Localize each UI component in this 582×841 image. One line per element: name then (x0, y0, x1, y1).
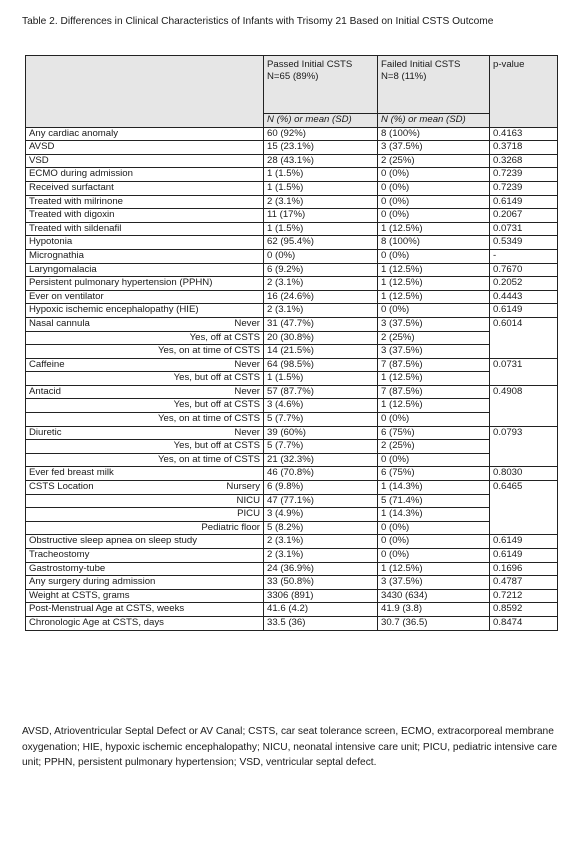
passed-value: 2 (3.1%) (264, 277, 378, 291)
passed-value: 6 (9.8%) (264, 481, 378, 495)
header-blank-cell (26, 56, 264, 128)
failed-value: 0 (0%) (378, 195, 490, 209)
table-row (26, 249, 558, 263)
group-level: PICU (237, 508, 260, 520)
header-row (26, 56, 558, 114)
table-row (26, 222, 558, 236)
passed-value: 1 (1.5%) (264, 168, 378, 182)
p-value: 0.7239 (490, 168, 558, 182)
row-label: Treated with sildenafil (26, 222, 264, 236)
passed-value: 16 (24.6%) (264, 290, 378, 304)
p-value: 0.7670 (490, 263, 558, 277)
passed-value: 5 (8.2%) (264, 521, 378, 535)
failed-value: 0 (0%) (378, 549, 490, 563)
group-level: Pediatric floor (201, 521, 260, 533)
row-label: Any surgery during admission (26, 576, 264, 590)
table-caption: Table 2. Differences in Clinical Characteristics of Infants with Trisomy 21 Based on Initial CSTS Outcome (22, 16, 494, 27)
row-label: Any cardiac anomaly (26, 127, 264, 141)
table-row (26, 345, 558, 359)
row-label (26, 372, 264, 386)
p-value: 0.1696 (490, 562, 558, 576)
failed-value: 0 (0%) (378, 209, 490, 223)
row-label: Weight at CSTS, grams (26, 589, 264, 603)
row-label (26, 413, 264, 427)
table-row (26, 236, 558, 250)
failed-value: 3 (37.5%) (378, 345, 490, 359)
passed-value: 1 (1.5%) (264, 222, 378, 236)
passed-value: 33.5 (36) (264, 616, 378, 630)
table-row (26, 535, 558, 549)
failed-value: 0 (0%) (378, 181, 490, 195)
row-label: Gastrostomy-tube (26, 562, 264, 576)
row-label: Micrognathia (26, 249, 264, 263)
group-level: Yes, on at time of CSTS (157, 413, 260, 425)
failed-value: 8 (100%) (378, 127, 490, 141)
p-value: 0.2052 (490, 277, 558, 291)
row-label (26, 358, 264, 372)
table-row (26, 440, 558, 454)
p-value: 0.0731 (490, 222, 558, 236)
failed-value: 8 (100%) (378, 236, 490, 250)
row-label: AVSD (26, 141, 264, 155)
passed-value: 60 (92%) (264, 127, 378, 141)
failed-value: 2 (25%) (378, 331, 490, 345)
table-row (26, 358, 558, 372)
row-label: Tracheostomy (26, 549, 264, 563)
p-value: 0.4443 (490, 290, 558, 304)
row-label (26, 440, 264, 454)
passed-value: 21 (32.3%) (264, 453, 378, 467)
header-passed (264, 56, 378, 114)
failed-value: 2 (25%) (378, 154, 490, 168)
failed-value: 0 (0%) (378, 249, 490, 263)
p-value: 0.4163 (490, 127, 558, 141)
row-label (26, 426, 264, 440)
group-level: Yes, on at time of CSTS (157, 453, 260, 465)
row-label: Ever fed breast milk (26, 467, 264, 481)
p-value: 0.2067 (490, 209, 558, 223)
p-value: 0.4908 (490, 385, 558, 426)
failed-value: 0 (0%) (378, 453, 490, 467)
failed-value: 1 (14.3%) (378, 508, 490, 522)
table-row (26, 331, 558, 345)
passed-value: 2 (3.1%) (264, 535, 378, 549)
p-value: 0.6465 (490, 481, 558, 535)
p-value: 0.8592 (490, 603, 558, 617)
failed-value: 5 (71.4%) (378, 494, 490, 508)
row-label: Hypoxic ischemic encephalopathy (HIE) (26, 304, 264, 318)
row-label: Obstructive sleep apnea on sleep study (26, 535, 264, 549)
group-level: Yes, but off at CSTS (173, 372, 260, 384)
failed-value: 1 (14.3%) (378, 481, 490, 495)
row-label: Treated with digoxin (26, 209, 264, 223)
passed-value: 1 (1.5%) (264, 372, 378, 386)
table-row (26, 413, 558, 427)
table-row (26, 521, 558, 535)
table-row (26, 603, 558, 617)
passed-value: 46 (70.8%) (264, 467, 378, 481)
table-row (26, 263, 558, 277)
p-value: 0.8030 (490, 467, 558, 481)
table-row (26, 141, 558, 155)
passed-value: 31 (47.7%) (264, 317, 378, 331)
failed-value: 1 (12.5%) (378, 372, 490, 386)
p-value: 0.6149 (490, 549, 558, 563)
failed-value: 0 (0%) (378, 168, 490, 182)
table-row (26, 317, 558, 331)
failed-value: 1 (12.5%) (378, 222, 490, 236)
group-level: Never (234, 317, 260, 329)
table-row (26, 467, 558, 481)
table-row (26, 494, 558, 508)
table-row (26, 616, 558, 630)
group-name: Diuretic (29, 426, 62, 438)
row-label (26, 331, 264, 345)
table-row (26, 426, 558, 440)
failed-value: 3 (37.5%) (378, 141, 490, 155)
group-level: Nursery (226, 481, 260, 493)
group-level: Never (234, 426, 260, 438)
p-value: 0.8474 (490, 616, 558, 630)
passed-value: 62 (95.4%) (264, 236, 378, 250)
table-row (26, 181, 558, 195)
passed-value: 3 (4.9%) (264, 508, 378, 522)
group-name: Nasal cannula (29, 317, 90, 329)
p-value: 0.6149 (490, 195, 558, 209)
passed-value: 24 (36.9%) (264, 562, 378, 576)
failed-value: 1 (12.5%) (378, 277, 490, 291)
p-value: 0.7239 (490, 181, 558, 195)
p-value: 0.6014 (490, 317, 558, 358)
header-failed (378, 56, 490, 114)
passed-value: 39 (60%) (264, 426, 378, 440)
passed-value: 64 (98.5%) (264, 358, 378, 372)
table-row (26, 154, 558, 168)
failed-value: 41.9 (3.8) (378, 603, 490, 617)
clinical-characteristics-table (25, 55, 558, 631)
group-level: Yes, off at CSTS (189, 331, 260, 343)
failed-value: 1 (12.5%) (378, 399, 490, 413)
passed-value: 11 (17%) (264, 209, 378, 223)
group-level: NICU (236, 494, 260, 506)
table-row (26, 399, 558, 413)
header-failed-line1: Failed Initial CSTS (381, 59, 461, 70)
p-value: 0.0793 (490, 426, 558, 467)
table-row (26, 277, 558, 291)
passed-value: 41.6 (4.2) (264, 603, 378, 617)
passed-value: 2 (3.1%) (264, 195, 378, 209)
passed-value: 47 (77.1%) (264, 494, 378, 508)
failed-value: 1 (12.5%) (378, 290, 490, 304)
row-label: Ever on ventilator (26, 290, 264, 304)
passed-value: 57 (87.7%) (264, 385, 378, 399)
row-label (26, 494, 264, 508)
passed-value: 14 (21.5%) (264, 345, 378, 359)
failed-value: 0 (0%) (378, 413, 490, 427)
row-label (26, 508, 264, 522)
passed-value: 5 (7.7%) (264, 413, 378, 427)
table-row (26, 562, 558, 576)
row-label: Chronologic Age at CSTS, days (26, 616, 264, 630)
row-label: Treated with milrinone (26, 195, 264, 209)
row-label: Persistent pulmonary hypertension (PPHN) (26, 277, 264, 291)
group-level: Yes, but off at CSTS (173, 440, 260, 452)
table-row (26, 589, 558, 603)
passed-value: 33 (50.8%) (264, 576, 378, 590)
header-pvalue: p-value (490, 56, 558, 128)
row-label (26, 317, 264, 331)
p-value: 0.0731 (490, 358, 558, 385)
passed-value: 0 (0%) (264, 249, 378, 263)
row-label (26, 481, 264, 495)
group-name: Antacid (29, 385, 61, 397)
table-row (26, 385, 558, 399)
table-row (26, 453, 558, 467)
passed-value: 3 (4.6%) (264, 399, 378, 413)
passed-value: 1 (1.5%) (264, 181, 378, 195)
passed-value: 6 (9.2%) (264, 263, 378, 277)
header-passed-line1: Passed Initial CSTS (267, 59, 353, 70)
failed-value: 0 (0%) (378, 304, 490, 318)
table-row (26, 209, 558, 223)
group-level: Never (234, 358, 260, 370)
table-row (26, 168, 558, 182)
failed-value: 7 (87.5%) (378, 358, 490, 372)
table-row (26, 549, 558, 563)
failed-value: 0 (0%) (378, 521, 490, 535)
subheader-failed: N (%) or mean (SD) (378, 114, 490, 128)
header-failed-line2: N=8 (11%) (381, 70, 427, 82)
p-value: 0.6149 (490, 304, 558, 318)
group-name: Caffeine (29, 358, 65, 370)
row-label (26, 385, 264, 399)
failed-value: 0 (0%) (378, 535, 490, 549)
passed-value: 2 (3.1%) (264, 549, 378, 563)
row-label: ECMO during admission (26, 168, 264, 182)
passed-value: 28 (43.1%) (264, 154, 378, 168)
failed-value: 3 (37.5%) (378, 576, 490, 590)
group-level: Never (234, 385, 260, 397)
passed-value: 2 (3.1%) (264, 304, 378, 318)
table-footnote: AVSD, Atrioventricular Septal Defect or AV Canal; CSTS, car seat tolerance screen, ECMO, extracorporeal membrane oxygenation; HIE, hypoxic ischemic encephalopathy; NICU, neonatal intensive care unit; PICU, pediatric intensive care unit; PPHN, persistent pulmonary hypertension; VSD, ventricular septal defect. (22, 726, 558, 769)
subheader-passed: N (%) or mean (SD) (264, 114, 378, 128)
table-row (26, 576, 558, 590)
failed-value: 6 (75%) (378, 426, 490, 440)
table-row (26, 127, 558, 141)
row-label (26, 453, 264, 467)
failed-value: 7 (87.5%) (378, 385, 490, 399)
failed-value: 30.7 (36.5) (378, 616, 490, 630)
failed-value: 3 (37.5%) (378, 317, 490, 331)
table-row (26, 290, 558, 304)
failed-value: 3430 (634) (378, 589, 490, 603)
row-label: Post-Menstrual Age at CSTS, weeks (26, 603, 264, 617)
table-row (26, 372, 558, 386)
row-label (26, 345, 264, 359)
failed-value: 1 (12.5%) (378, 263, 490, 277)
row-label (26, 399, 264, 413)
p-value: 0.4787 (490, 576, 558, 590)
failed-value: 1 (12.5%) (378, 562, 490, 576)
p-value: 0.6149 (490, 535, 558, 549)
header-passed-line2: N=65 (89%) (267, 70, 319, 82)
failed-value: 6 (75%) (378, 467, 490, 481)
p-value: - (490, 249, 558, 263)
table-row (26, 481, 558, 495)
row-label: Hypotonia (26, 236, 264, 250)
row-label (26, 521, 264, 535)
p-value: 0.5349 (490, 236, 558, 250)
group-name: CSTS Location (29, 481, 94, 493)
p-value: 0.3268 (490, 154, 558, 168)
p-value: 0.7212 (490, 589, 558, 603)
table-row (26, 304, 558, 318)
passed-value: 15 (23.1%) (264, 141, 378, 155)
row-label: Laryngomalacia (26, 263, 264, 277)
row-label: VSD (26, 154, 264, 168)
failed-value: 2 (25%) (378, 440, 490, 454)
passed-value: 20 (30.8%) (264, 331, 378, 345)
passed-value: 5 (7.7%) (264, 440, 378, 454)
passed-value: 3306 (891) (264, 589, 378, 603)
group-level: Yes, on at time of CSTS (157, 345, 260, 357)
p-value: 0.3718 (490, 141, 558, 155)
group-level: Yes, but off at CSTS (173, 399, 260, 411)
table-row (26, 508, 558, 522)
row-label: Received surfactant (26, 181, 264, 195)
table-row (26, 195, 558, 209)
